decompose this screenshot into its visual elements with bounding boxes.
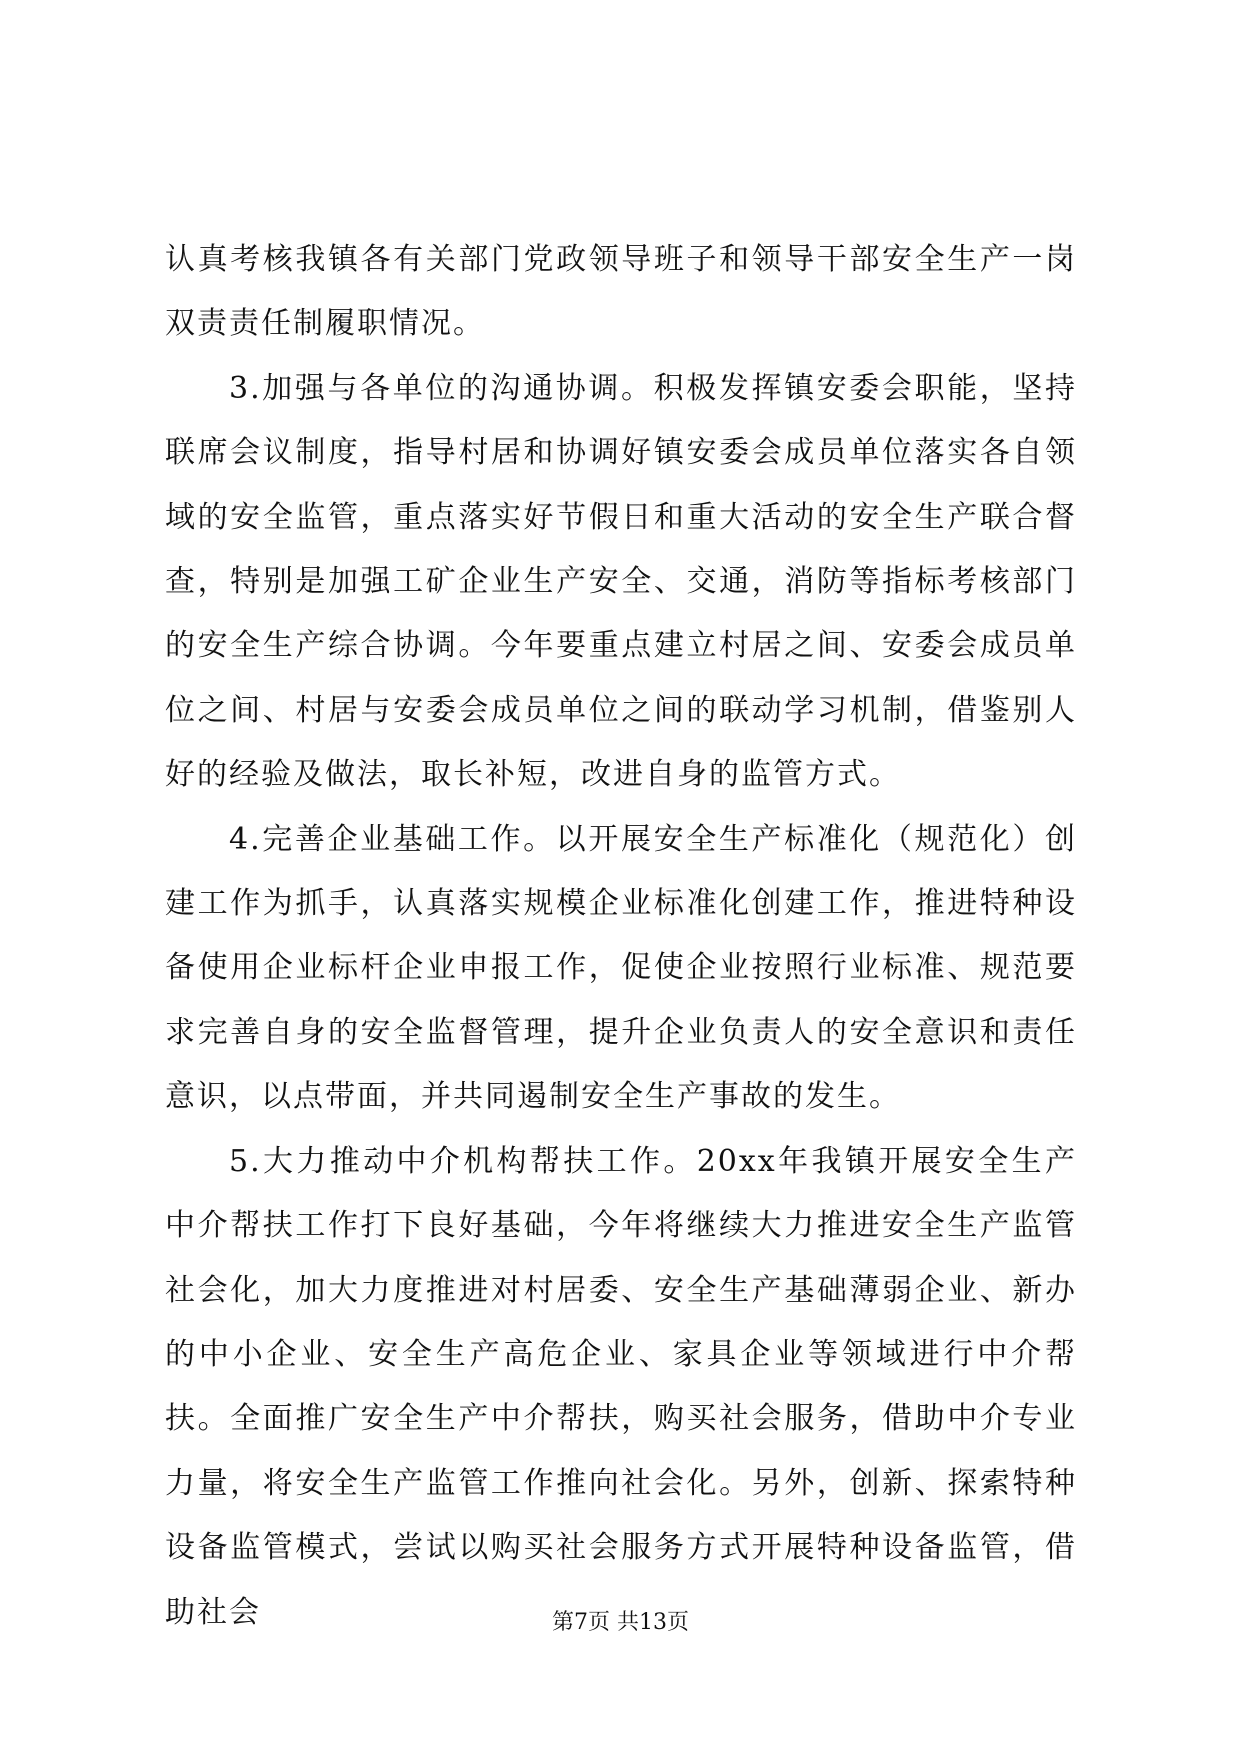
page-number-footer: 第7页 共13页 [552, 1610, 689, 1635]
document-body [165, 228, 1077, 1645]
paragraph-item-4: 4.完善企业基础工作。以开展安全生产标准化（规范化）创建工作为抓手，认真落实规模企业标准化创建工作，推进特种设备使用企业标杆企业申报工作，促使企业按照行业标准、规范要求完善自身的安全监督管理，提升企业负责人的安全意识和责任意识，以点带面，并共同遏制安全生产事故的发生。 [165, 821, 1077, 1115]
paragraph-item-5: 5.大力推动中介机构帮扶工作。20xx年我镇开展安全生产中介帮扶工作打下良好基础，今年将继续大力推进安全生产监管社会化，加大力度推进对村居委、安全生产基础薄弱企业、新办的中小企业、安全生产高危企业、家具企业等领域进行中介帮扶。全面推广安全生产中介帮扶，购买社会服务，借助中介专业力量，将安全生产监管工作推向社会化。另外，创新、探索特种设备监管模式，尝试以购买社会服务方式开展特种设备监管，借助社会 [165, 1143, 1077, 1630]
paragraph-item-3: 3.加强与各单位的沟通协调。积极发挥镇安委会职能，坚持联席会议制度，指导村居和协调好镇安委会成员单位落实各自领域的安全监管，重点落实好节假日和重大活动的安全生产联合督查，特别是加强工矿企业生产安全、交通，消防等指标考核部门的安全生产综合协调。今年要重点建立村居之间、安委会成员单位之间、村居与安委会成员单位之间的联动学习机制，借鉴别人好的经验及做法，取长补短，改进自身的监管方式。 [165, 370, 1077, 793]
paragraph-continuation: 认真考核我镇各有关部门党政领导班子和领导干部安全生产一岗双责责任制履职情况。 [165, 242, 1077, 342]
